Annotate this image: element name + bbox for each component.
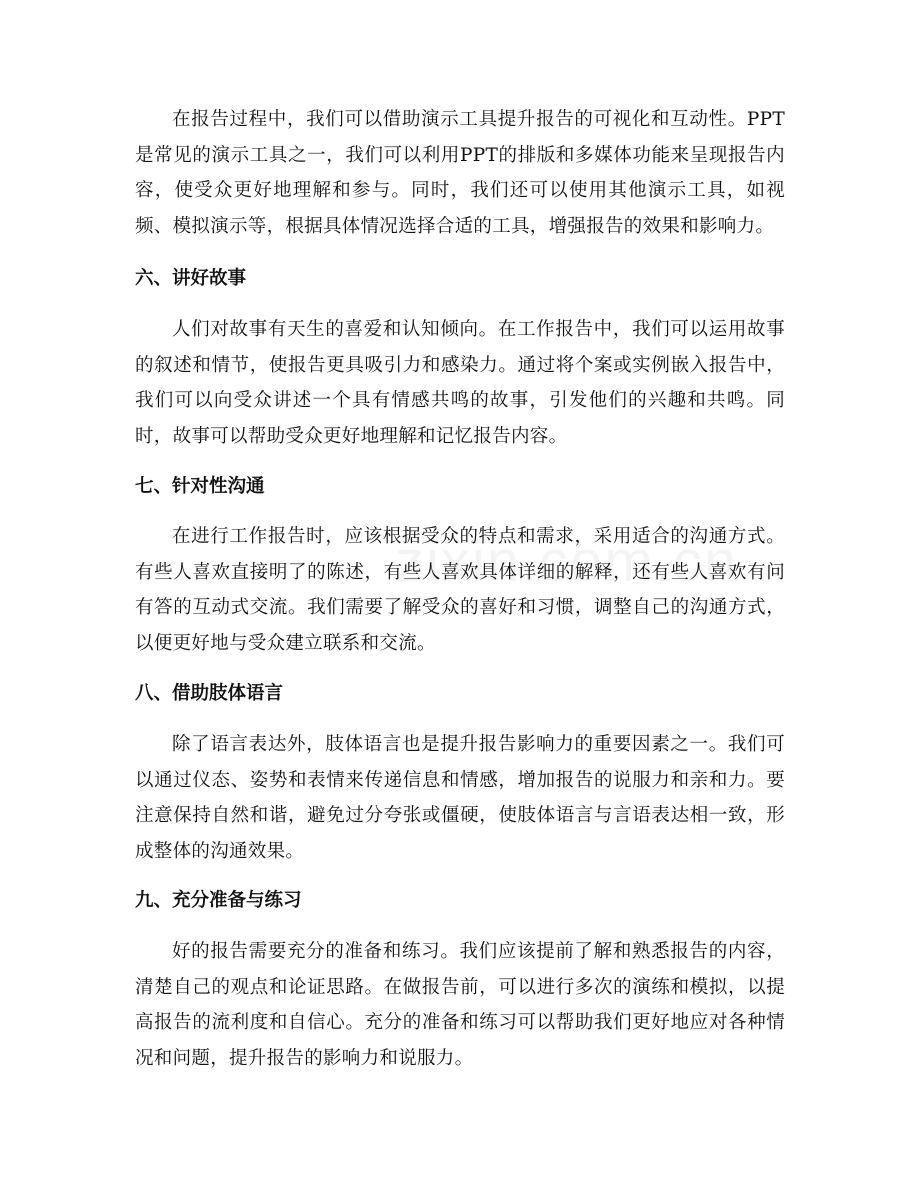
paragraph-section-6: 人们对故事有天生的喜爱和认知倾向。在工作报告中，我们可以运用故事的叙述和情节，使报告更具吸引力和感染力。通过将个案或实例嵌入报告中，我们可以向受众讲述一个具有情感共鸣的故事，引发他们的兴趣和共鸣。同时，故事可以帮助受众更好地理解和记忆报告内容。	[135, 319, 785, 447]
section-heading-9: 九、充分准备与练习	[135, 890, 302, 911]
paragraph-section-7: 在进行工作报告时，应该根据受众的特点和需求，采用适合的沟通方式。有些人喜欢直接明了的陈述，有些人喜欢具体详细的解释，还有些人喜欢有问有答的互动式交流。我们需要了解受众的喜好和习惯，调整自己的沟通方式，以便更好地与受众建立联系和交流。	[135, 526, 785, 654]
section-heading-6: 六、讲好故事	[135, 268, 247, 289]
paragraph-section-8: 除了语言表达外，肢体语言也是提升报告影响力的重要因素之一。我们可以通过仪态、姿势和表情来传递信息和情感，增加报告的说服力和亲和力。要注意保持自然和谐，避免过分夸张或僵硬，使肢体语言与言语表达相一致，形成整体的沟通效果。	[135, 734, 785, 862]
paragraph-section-9: 好的报告需要充分的准备和练习。我们应该提前了解和熟悉报告的内容，清楚自己的观点和论证思路。在做报告前，可以进行多次的演练和模拟，以提高报告的流利度和自信心。充分的准备和练习可以帮助我们更好地应对各种情况和问题，提升报告的影响力和说服力。	[135, 941, 785, 1069]
section-heading-8: 八、借助肢体语言	[135, 683, 284, 704]
paragraph-intro: 在报告过程中，我们可以借助演示工具提升报告的可视化和互动性。PPT是常见的演示工具之一，我们可以利用PPT的排版和多媒体功能来呈现报告内容，使受众更好地理解和参与。同时，我们还可以使用其他演示工具，如视频、模拟演示等，根据具体情况选择合适的工具，增强报告的效果和影响力。	[135, 109, 785, 237]
section-heading-7: 七、针对性沟通	[135, 476, 265, 497]
